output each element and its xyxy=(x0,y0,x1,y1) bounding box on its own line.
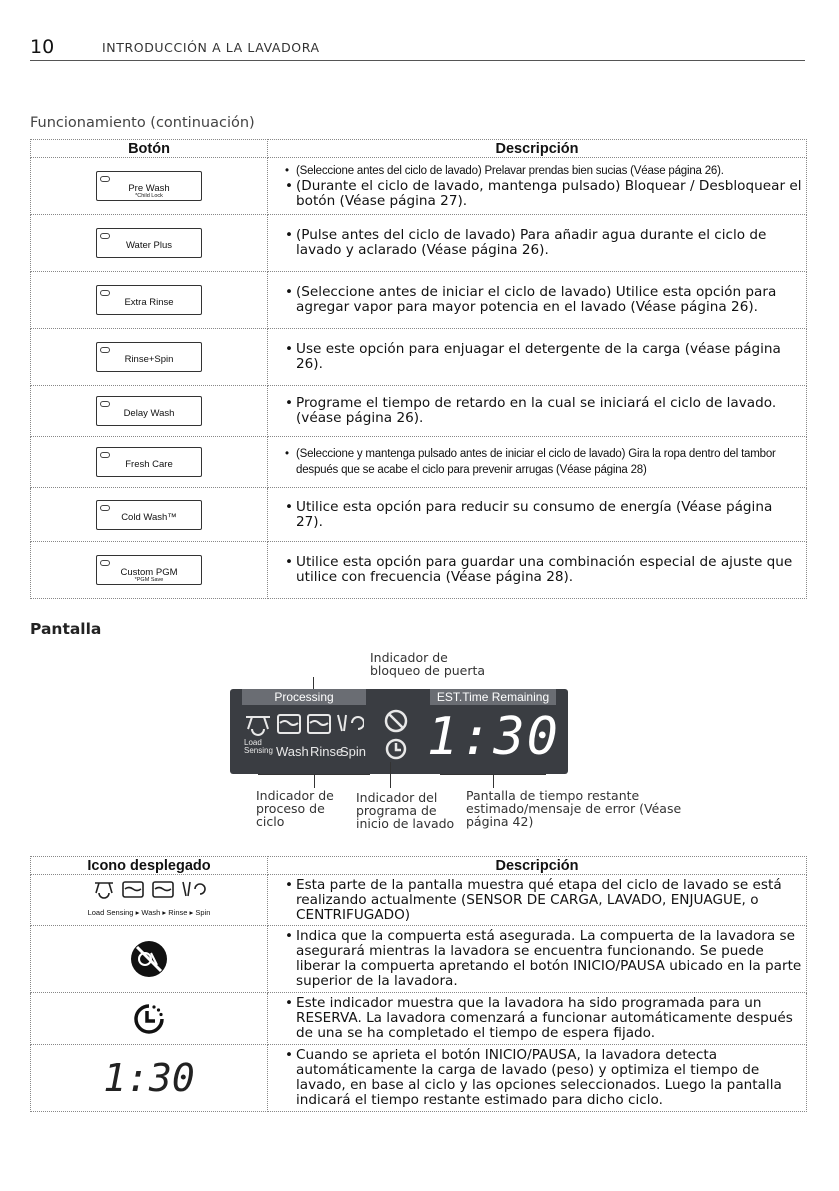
description-text: • Use este opción para enjuagar el detergente de la carga (véase página 26). xyxy=(282,342,802,372)
table-row xyxy=(31,386,807,437)
rinse-label: Rinse xyxy=(310,744,344,759)
table-row xyxy=(31,158,807,215)
leader-line xyxy=(314,774,315,788)
page-header-title: INTRODUCCIÓN A LA LAVADORA xyxy=(102,40,320,55)
led-icon xyxy=(100,401,110,407)
sensing-label: Sensing xyxy=(244,746,273,755)
description-text: • Cuando se aprieta el botón INICIO/PAUSA, la lavadora detecta automáticamente la carga de lavado (peso) y optimiza el tiempo de lavado, en base al ciclo y las opciones seleccionados. Luego la pantalla indicará el tiempo restante estimado para dicho ciclo. xyxy=(282,1048,802,1108)
water-plus-button-illustration xyxy=(96,228,202,258)
delay-wash-button-illustration xyxy=(96,396,202,426)
led-icon xyxy=(100,505,110,511)
description-cell xyxy=(268,437,807,488)
description-text: • Indica que la compuerta está asegurada. La compuerta de la lavadora se asegurará mientras la lavadora se encuentra funcionando. Se puede liberar la compuerta apretando el botón INICIO/PAUSA ubicado en la parte superior de la lavadora. xyxy=(282,929,802,989)
button-cell xyxy=(31,272,268,329)
description-text: • (Seleccione antes de iniciar el ciclo de lavado) Utilice esta opción para agregar vapor para mayor potencia en el lavado (Véase página 26). xyxy=(282,285,802,315)
rinse-spin-button-illustration xyxy=(96,342,202,372)
cycle-stage-icons xyxy=(89,880,209,902)
delay-start-icon xyxy=(133,1002,165,1036)
button-cell xyxy=(31,488,268,542)
column-header-description: Descripción xyxy=(268,857,807,875)
description-cell xyxy=(268,158,807,215)
led-icon xyxy=(100,176,110,182)
table-row xyxy=(31,329,807,386)
button-cell xyxy=(31,329,268,386)
buttons-table xyxy=(30,139,807,599)
leader-line xyxy=(313,677,314,689)
button-cell xyxy=(31,158,268,215)
table-row xyxy=(31,488,807,542)
description-text: • Utilice esta opción para reducir su consumo de energía (Véase página 27). xyxy=(282,500,802,530)
button-sublabel: *PGM Save xyxy=(134,577,164,583)
extra-rinse-button-illustration xyxy=(96,285,202,315)
button-label: Custom PGM xyxy=(120,567,178,578)
table-row xyxy=(31,1045,807,1112)
table-row xyxy=(31,215,807,272)
column-header-description: Descripción xyxy=(268,140,807,158)
door-lock-icon xyxy=(129,939,169,979)
table-header-row xyxy=(31,857,807,875)
led-icon xyxy=(100,290,110,296)
description-text: • (Seleccione y mantenga pulsado antes de iniciar el ciclo de lavado) Gira la ropa dentro del tambor después que se acabe el ciclo para prevenir arrugas (Véase página 28) xyxy=(282,446,802,478)
button-label: Cold Wash™ xyxy=(121,511,177,523)
display-panel xyxy=(230,689,568,774)
button-sublabel: *Child Lock xyxy=(135,193,163,199)
page-header xyxy=(30,36,805,61)
button-cell xyxy=(31,215,268,272)
description-cell xyxy=(268,926,807,993)
description-cell xyxy=(268,215,807,272)
description-cell xyxy=(268,488,807,542)
button-label: Delay Wash xyxy=(123,408,175,419)
caption-cycle-process: Indicador de proceso de ciclo xyxy=(256,788,334,829)
description-text: • (Pulse antes del ciclo de lavado) Para añadir agua durante el ciclo de lavado y aclarado (Véase página 26). xyxy=(282,228,802,258)
table-row xyxy=(31,993,807,1045)
led-icon xyxy=(100,233,110,239)
table-row xyxy=(31,272,807,329)
section-title-pantalla: Pantalla xyxy=(30,620,102,638)
description-cell xyxy=(268,386,807,437)
table-row xyxy=(31,926,807,993)
page-number: 10 xyxy=(30,36,55,58)
table-header-row xyxy=(31,140,807,158)
section-subtitle: Funcionamiento (continuación) xyxy=(30,115,255,131)
description-cell xyxy=(268,272,807,329)
button-label: Pre Wash xyxy=(128,183,170,194)
time-display: 1:30 xyxy=(426,707,560,767)
led-icon xyxy=(100,560,110,566)
spin-label: Spin xyxy=(340,744,367,759)
sensing-label: Sensing xyxy=(106,908,134,917)
table-row xyxy=(31,875,807,926)
button-label: Fresh Care xyxy=(125,459,173,470)
description-cell xyxy=(268,1045,807,1112)
icon-cell xyxy=(31,926,268,993)
est-time-band: EST.Time Remaining xyxy=(430,689,556,705)
caption-delay-start: Indicador del programa de inicio de lavado xyxy=(356,790,455,831)
pre-wash-button-illustration xyxy=(96,171,202,201)
processing-band: Processing xyxy=(242,689,366,705)
time-remaining-digits: 1:30 xyxy=(103,1056,195,1100)
load-label: Load xyxy=(244,738,262,747)
description-text: • Esta parte de la pantalla muestra qué etapa del ciclo de lavado se está realizando actualmente (SENSOR DE CARGA, LAVADO, ENJUAGUE, o CENTRIFUGADO) xyxy=(282,878,802,923)
caption-time-remaining: Pantalla de tiempo restante estimado/mensaje de error (Véase página 42) xyxy=(466,788,682,829)
caption-door-lock: Indicador de bloqueo de puerta xyxy=(370,650,486,678)
spin-label: Spin xyxy=(195,908,211,917)
cold-wash-button-illustration xyxy=(96,500,202,530)
description-cell xyxy=(268,875,807,926)
icon-cell xyxy=(31,993,268,1045)
stage-labels: Load Sensing ▸ Wash ▸ Rinse ▸ Spin xyxy=(87,908,211,917)
button-cell xyxy=(31,437,268,488)
led-icon xyxy=(100,347,110,353)
description-text: • Utilice esta opción para guardar una combinación especial de ajuste que utilice con frecuencia (Véase página 28). xyxy=(282,555,802,585)
custom-pgm-button-illustration xyxy=(96,555,202,585)
column-header-button: Botón xyxy=(31,140,268,158)
button-label: Water Plus xyxy=(125,240,173,251)
wash-label: Wash xyxy=(276,744,309,759)
table-row xyxy=(31,437,807,488)
icons-table xyxy=(30,856,807,1112)
description-text: • (Durante el ciclo de lavado, mantenga pulsado) Bloquear / Desbloquear el botón (Véase página 27). xyxy=(282,179,802,209)
button-cell xyxy=(31,542,268,599)
column-header-icon: Icono desplegado xyxy=(31,857,268,875)
button-label: Extra Rinse xyxy=(124,297,174,308)
icon-cell xyxy=(31,1045,268,1112)
button-cell xyxy=(31,386,268,437)
wash-label: Wash xyxy=(141,908,161,917)
description-cell xyxy=(268,993,807,1045)
icon-cell xyxy=(31,875,268,926)
table-row xyxy=(31,542,807,599)
description-text: • Programe el tiempo de retardo en la cual se iniciará el ciclo de lavado. (véase página 26). xyxy=(282,396,802,426)
load-sensing-label xyxy=(244,739,273,755)
leader-line xyxy=(390,762,391,788)
lock-delay-icons xyxy=(382,707,412,767)
fresh-care-button-illustration xyxy=(96,447,202,477)
description-text: • (Seleccione antes del ciclo de lavado) Prelavar prendas bien sucias (Véase página 26). xyxy=(282,164,802,179)
description-cell xyxy=(268,329,807,386)
load-label: Load xyxy=(87,908,105,917)
description-text: • Este indicador muestra que la lavadora ha sido programada para un RESERVA. La lavadora comenzará a funcionar automáticamente después de una se ha completado el tiempo de espera fijado. xyxy=(282,996,802,1041)
leader-line xyxy=(493,774,494,788)
rinse-label: Rinse xyxy=(168,908,188,917)
description-cell xyxy=(268,542,807,599)
button-label: Rinse+Spin xyxy=(124,354,174,365)
led-icon xyxy=(100,452,110,458)
